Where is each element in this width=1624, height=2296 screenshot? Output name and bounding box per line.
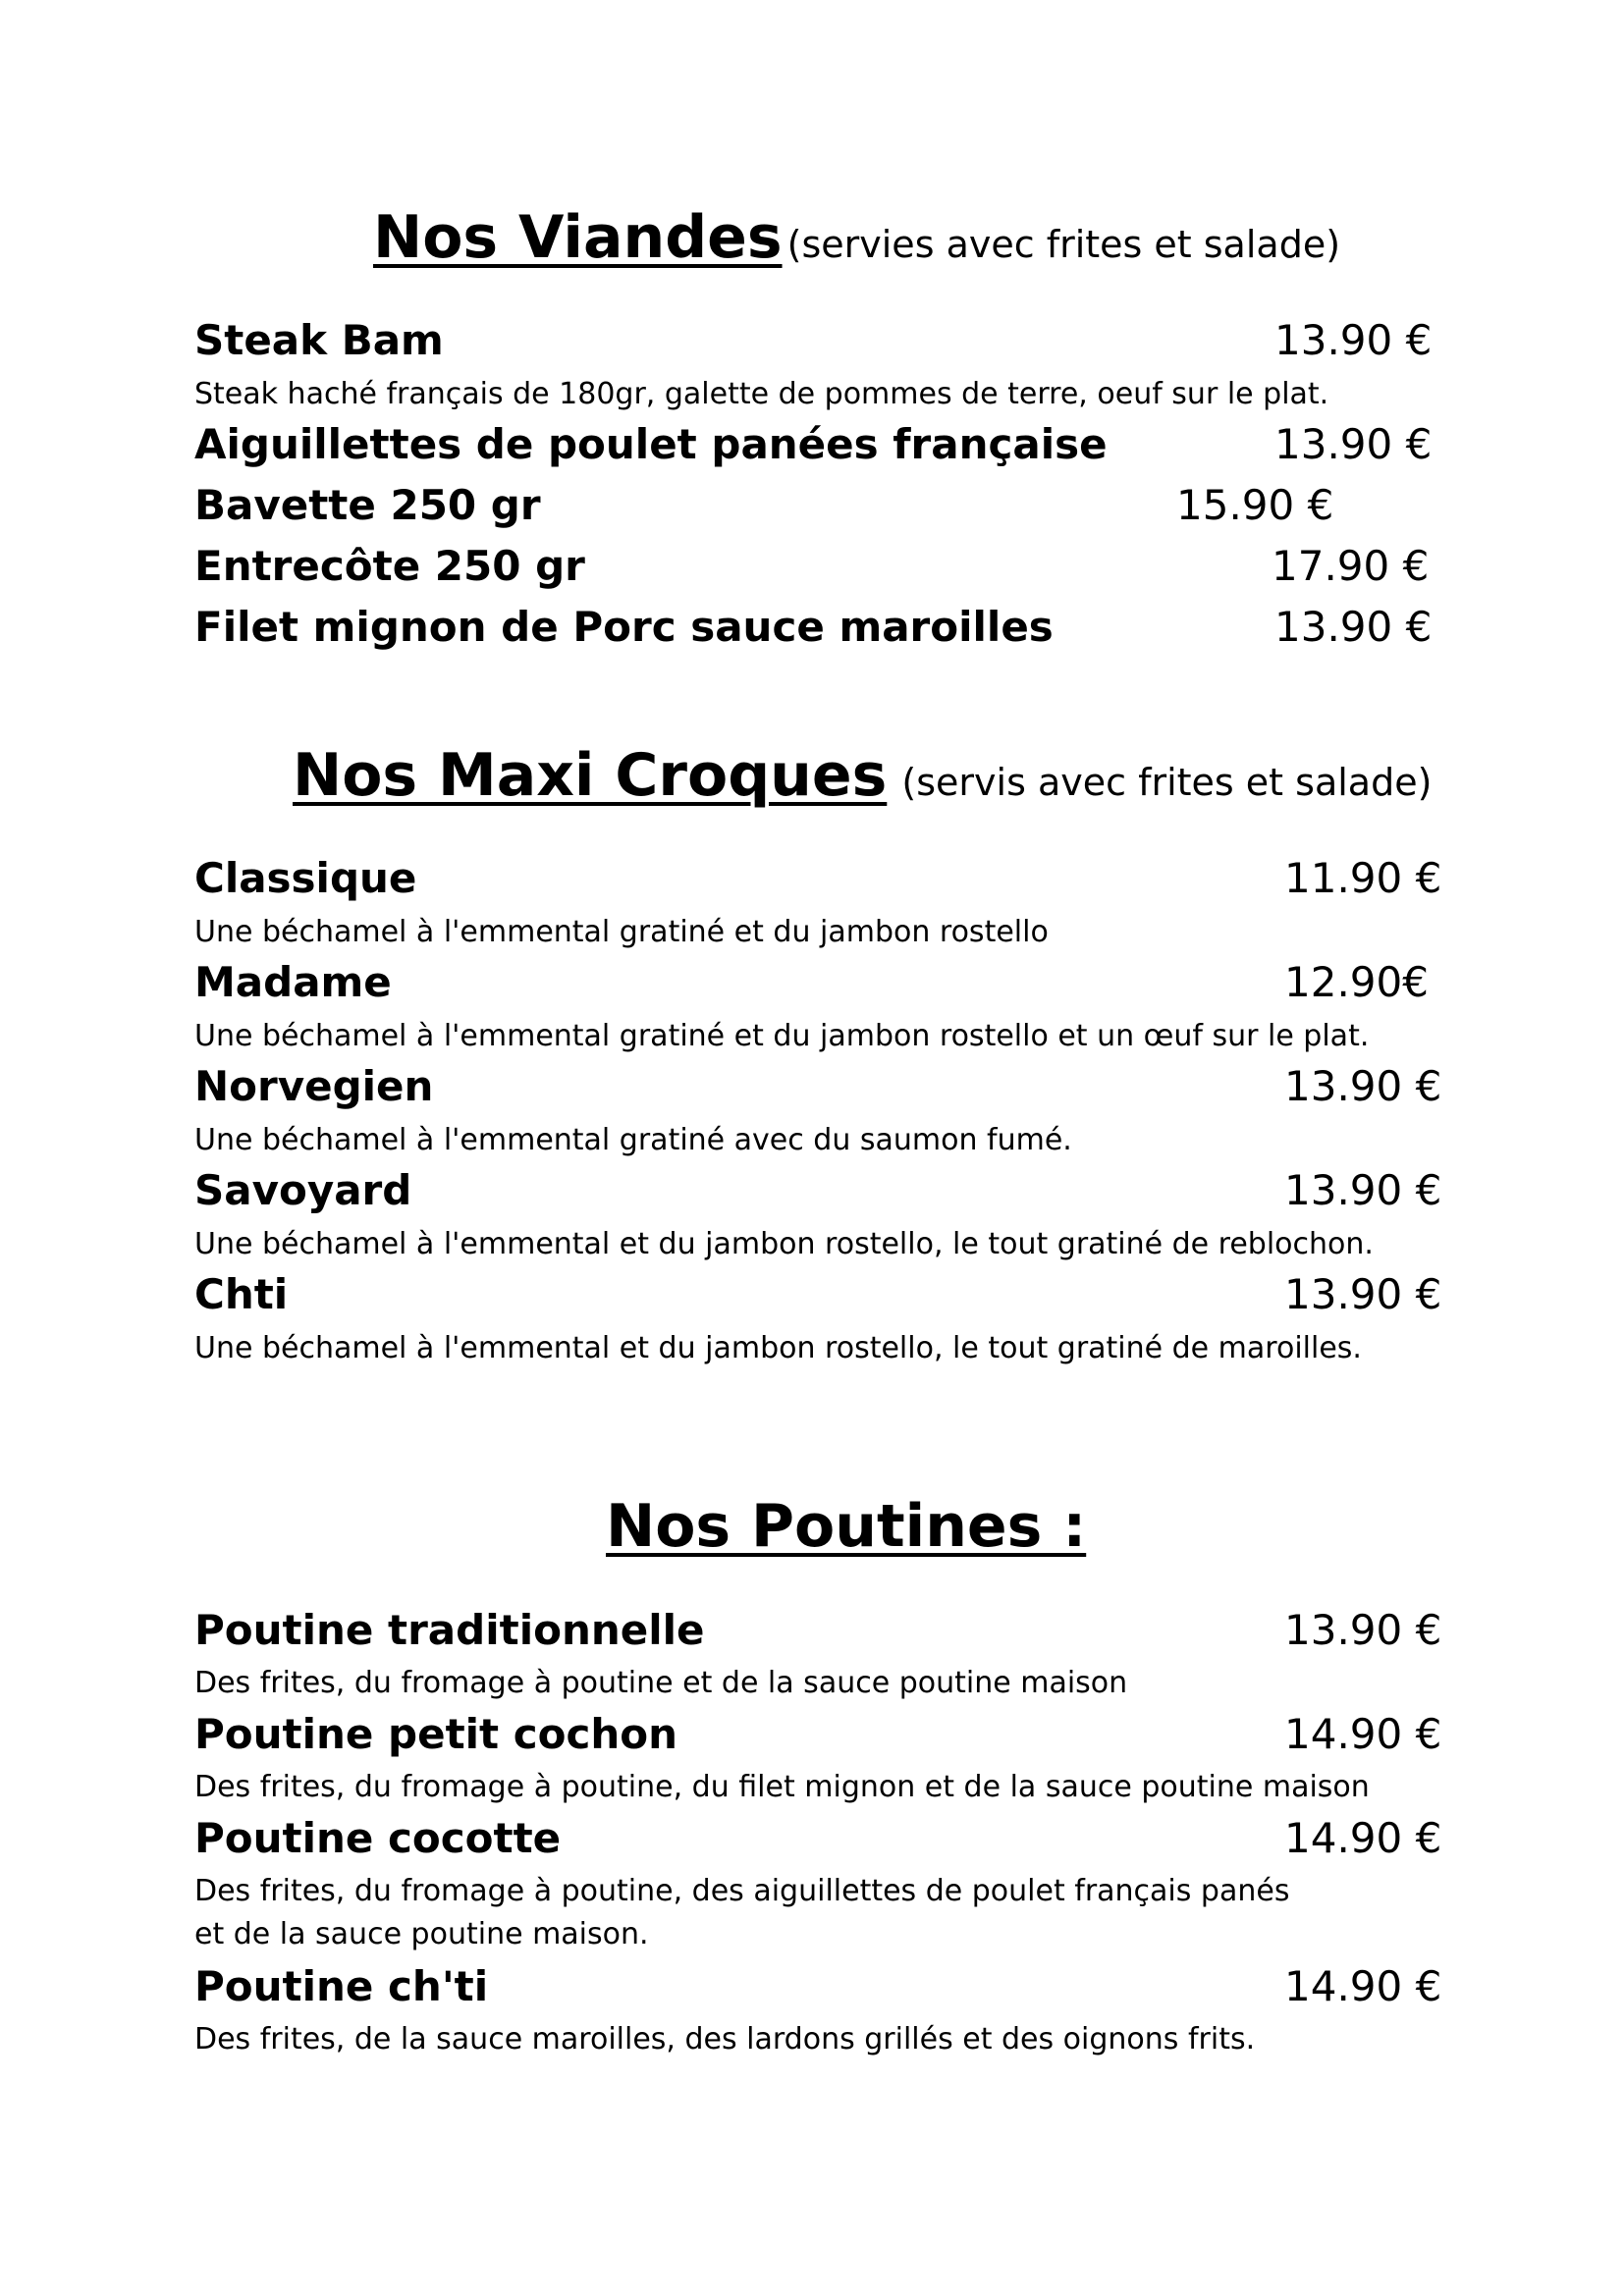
menu-item-name: Poutine traditionnelle bbox=[194, 1606, 705, 1654]
menu-item-name: Madame bbox=[194, 958, 392, 1006]
menu-item-name: Chti bbox=[194, 1270, 289, 1318]
menu-item-name: Poutine ch'ti bbox=[194, 1962, 489, 2010]
menu-item-description: Des frites, de la sauce maroilles, des lardons grillés et des oignons frits. bbox=[194, 2022, 1256, 2056]
menu-item-name: Bavette 250 gr bbox=[194, 481, 541, 529]
menu-item-name: Classique bbox=[194, 854, 417, 902]
menu-item-description-continued: et de la sauce poutine maison. bbox=[194, 1917, 649, 1951]
menu-item-price: 13.90 € bbox=[1274, 316, 1433, 364]
menu-item-price: 14.90 € bbox=[1284, 1710, 1442, 1758]
section-heading-viandes bbox=[373, 203, 1341, 272]
menu-item-name: Filet mignon de Porc sauce maroilles bbox=[194, 603, 1054, 651]
menu-item-description: Des frites, du fromage à poutine et de la sauce poutine maison bbox=[194, 1666, 1128, 1700]
menu-item-price: 14.90 € bbox=[1284, 1962, 1442, 2010]
menu-item-price: 12.90€ bbox=[1284, 958, 1429, 1006]
menu-item-price: 11.90 € bbox=[1284, 854, 1442, 902]
menu-item-name: Steak Bam bbox=[194, 316, 444, 364]
menu-item-description: Une béchamel à l'emmental et du jambon rostello, le tout gratiné de reblochon. bbox=[194, 1227, 1374, 1261]
menu-item-name: Entrecôte 250 gr bbox=[194, 542, 585, 590]
menu-item-price: 13.90 € bbox=[1284, 1062, 1442, 1110]
section-subtitle: (servies avec frites et salade) bbox=[786, 223, 1341, 266]
menu-item-description: Des frites, du fromage à poutine, des aiguillettes de poulet français panés bbox=[194, 1874, 1290, 1908]
menu-item-price: 17.90 € bbox=[1272, 542, 1430, 590]
menu-item-name: Norvegien bbox=[194, 1062, 434, 1110]
menu-item-description: Une béchamel à l'emmental gratiné avec du saumon fumé. bbox=[194, 1123, 1072, 1157]
section-subtitle: (servis avec frites et salade) bbox=[901, 761, 1433, 804]
menu-item-price: 13.90 € bbox=[1274, 420, 1433, 468]
menu-item-price: 14.90 € bbox=[1284, 1814, 1442, 1862]
section-title: Nos Viandes bbox=[373, 203, 783, 272]
menu-item-price: 15.90 € bbox=[1176, 481, 1334, 529]
menu-item-price: 13.90 € bbox=[1274, 603, 1433, 651]
menu-item-price: 13.90 € bbox=[1284, 1606, 1442, 1654]
menu-item-price: 13.90 € bbox=[1284, 1270, 1442, 1318]
menu-item-description: Une béchamel à l'emmental gratiné et du jambon rostello et un œuf sur le plat. bbox=[194, 1019, 1370, 1053]
section-title: Nos Poutines : bbox=[606, 1492, 1087, 1561]
section-title: Nos Maxi Croques bbox=[293, 741, 888, 810]
section-heading-poutines bbox=[606, 1492, 1087, 1561]
menu-item-description: Une béchamel à l'emmental gratiné et du jambon rostello bbox=[194, 915, 1049, 949]
menu-item-description: Une béchamel à l'emmental et du jambon rostello, le tout gratiné de maroilles. bbox=[194, 1331, 1362, 1365]
menu-item-name: Poutine petit cochon bbox=[194, 1710, 678, 1758]
menu-item-name: Aiguillettes de poulet panées française bbox=[194, 420, 1108, 468]
menu-item-price: 13.90 € bbox=[1284, 1166, 1442, 1214]
menu-item-description: Steak haché français de 180gr, galette de pommes de terre, oeuf sur le plat. bbox=[194, 377, 1329, 411]
section-heading-croques bbox=[293, 741, 1433, 810]
menu-item-name: Savoyard bbox=[194, 1166, 412, 1214]
menu-item-name: Poutine cocotte bbox=[194, 1814, 562, 1862]
menu-item-description: Des frites, du fromage à poutine, du filet mignon et de la sauce poutine maison bbox=[194, 1770, 1370, 1804]
